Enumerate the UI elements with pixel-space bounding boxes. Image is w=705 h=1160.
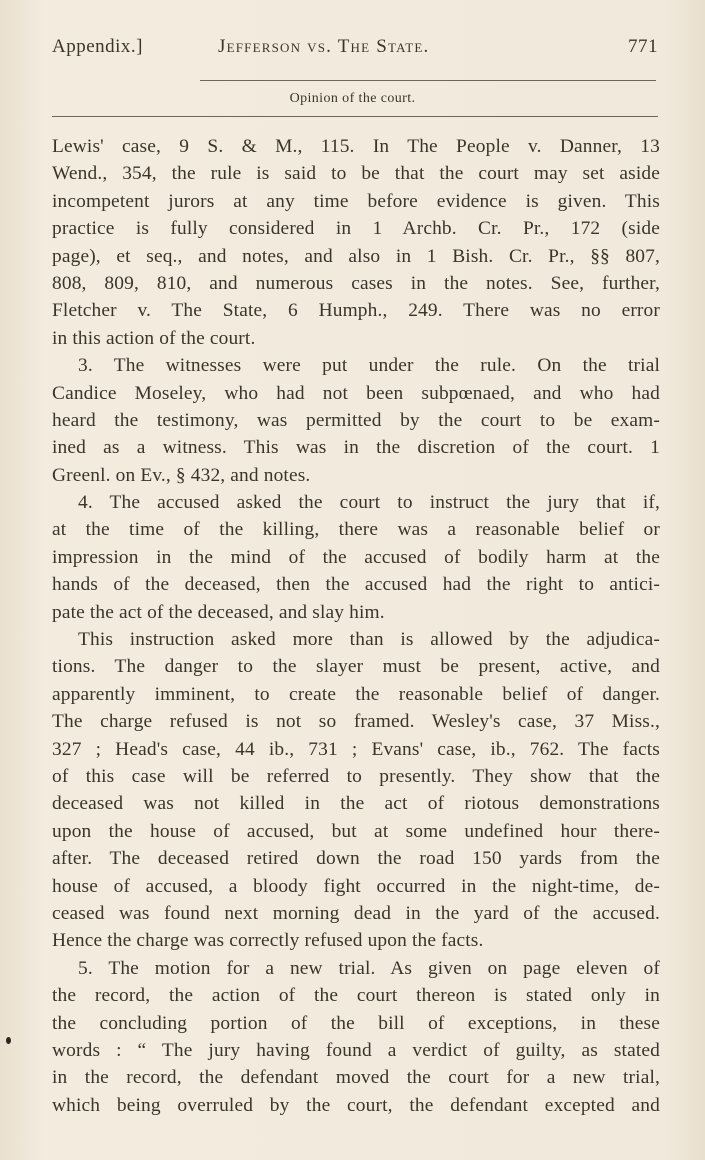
subheading: Opinion of the court.	[289, 91, 416, 106]
text-line: hands of the deceased, then the accused had the right to antici-	[52, 574, 660, 596]
text-line: practice is fully considered in 1 Archb. Cr. Pr., 172 (side	[52, 218, 660, 240]
text-line: the record, the action of the court thereon is stated only in	[52, 985, 660, 1007]
case-title: Jefferson vs. The State.	[218, 36, 430, 57]
text-line: This instruction asked more than is allowed by the adjudica-	[78, 629, 660, 651]
text-line: upon the house of accused, but at some undefined hour there-	[52, 820, 660, 842]
text-line: ined as a witness. This was in the discretion of the court. 1	[52, 437, 660, 459]
text-line: at the time of the killing, there was a reasonable belief or	[52, 519, 660, 541]
text-line: The charge refused is not so framed. Wesley's case, 37 Miss.,	[52, 711, 660, 733]
text-line: 3. The witnesses were put under the rule. On the trial	[78, 355, 660, 377]
text-line: deceased was not killed in the act of riotous demonstrations	[52, 793, 660, 815]
text-line: Candice Moseley, who had not been subpœnaed, and who had	[52, 382, 660, 404]
text-line: in this action of the court.	[52, 327, 256, 349]
text-line: 327 ; Head's case, 44 ib., 731 ; Evans' case, ib., 762. The facts	[52, 738, 660, 760]
text-line: which being overruled by the court, the defendant excepted and	[52, 1094, 660, 1116]
text-line: Greenl. on Ev., § 432, and notes.	[52, 464, 311, 486]
header-rule	[200, 80, 656, 81]
body-text	[52, 133, 660, 1119]
text-line: words : “ The jury having found a verdict of guilty, as stated	[52, 1039, 660, 1061]
text-line: page), et seq., and notes, and also in 1 Bish. Cr. Pr., §§ 807,	[52, 245, 660, 267]
text-line: Hence the charge was correctly refused upon the facts.	[52, 930, 484, 952]
text-line: the concluding portion of the bill of exceptions, in these	[52, 1012, 660, 1034]
text-line: in the record, the defendant moved the court for a new trial,	[52, 1067, 660, 1089]
text-line: heard the testimony, was permitted by the court to be exam-	[52, 409, 660, 431]
text-line: 5. The motion for a new trial. As given on page eleven of	[78, 957, 660, 979]
text-line: ceased was found next morning dead in the yard of the accused.	[52, 902, 660, 924]
text-line: Wend., 354, the rule is said to be that the court may set aside	[52, 163, 660, 185]
text-line: 4. The accused asked the court to instruct the jury that if,	[78, 492, 660, 514]
section-label: Appendix.]	[52, 36, 144, 57]
text-line: 808, 809, 810, and numerous cases in the notes. See, further,	[52, 272, 660, 294]
running-head	[52, 36, 658, 64]
text-line: after. The deceased retired down the road 150 yards from the	[52, 848, 660, 870]
margin-ink-mark	[6, 1037, 11, 1044]
text-line: house of accused, a bloody fight occurred in the night-time, de-	[52, 875, 660, 897]
text-line: Fletcher v. The State, 6 Humph., 249. There was no error	[52, 300, 660, 322]
text-line: of this case will be referred to presently. They show that the	[52, 765, 660, 787]
text-line: apparently imminent, to create the reasonable belief of danger.	[52, 683, 660, 705]
page-number: 771	[628, 36, 658, 57]
text-line: pate the act of the deceased, and slay him.	[52, 601, 385, 623]
text-line: Lewis' case, 9 S. & M., 115. In The People v. Danner, 13	[52, 136, 660, 157]
subheading-rule	[52, 116, 658, 117]
text-line: tions. The danger to the slayer must be present, active, and	[52, 656, 660, 678]
text-line: impression in the mind of the accused of bodily harm at the	[52, 546, 660, 568]
text-line: incompetent jurors at any time before evidence is given. This	[52, 190, 660, 212]
